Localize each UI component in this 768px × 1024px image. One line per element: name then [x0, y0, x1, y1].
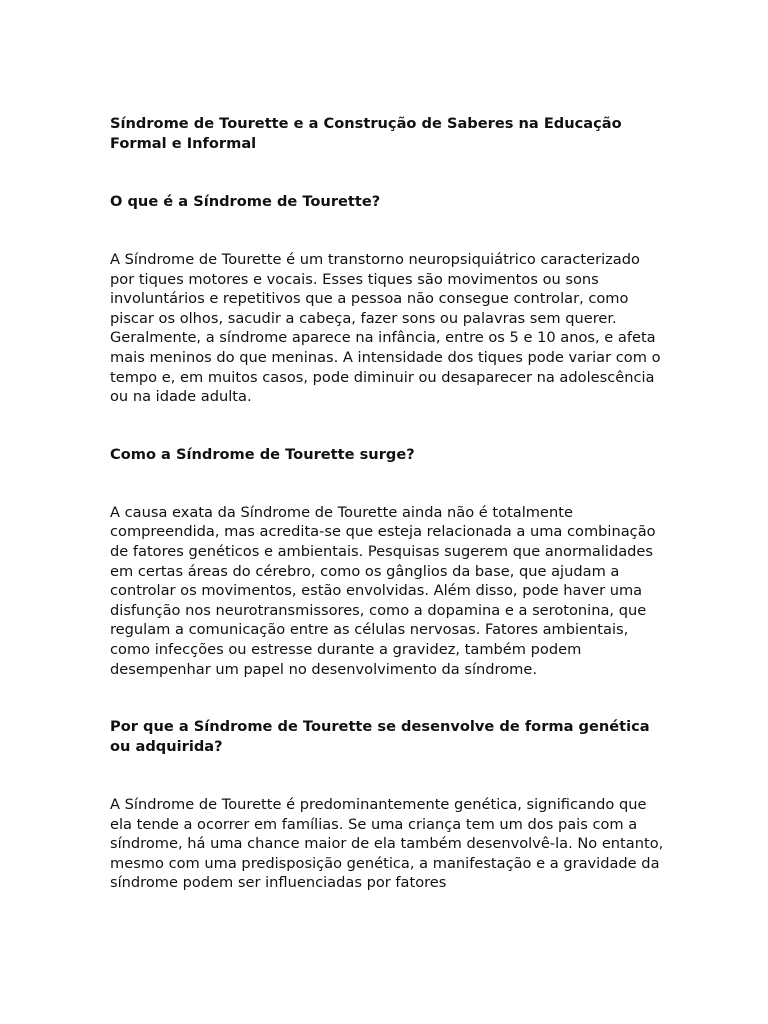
document-page: [110, 114, 666, 931]
section-heading-what-is: O que é a Síndrome de Tourette?: [110, 193, 381, 210]
section-heading-why-genetic: Por que a Síndrome de Tourette se desenvolve de forma genética ou adquirida?: [110, 718, 650, 756]
document-title: Síndrome de Tourette e a Construção de Saberes na Educação Formal e Informal: [110, 115, 622, 152]
section-paragraph-how-arises: A causa exata da Síndrome de Tourette ainda não é totalmente compreendida, mas acredita-se que esteja relacionada a uma combinação de fatores genéticos e ambientais. Pesquisas sugerem que anormalidades em certas áreas do cérebro, como os gânglios da base, que ajudam a controlar os movimentos, estão envolvidas. Além disso, pode haver uma disfunção nos neurotransmissores, como a dopamina e a serotonina, que regulam a comunicação entre as células nervosas. Fatores ambientais, como infecções ou estresse durante a gravidez, também podem desempenhar um papel no desenvolvimento da síndrome.: [110, 503, 656, 678]
section-heading-how-arises: Como a Síndrome de Tourette surge?: [110, 445, 415, 463]
section-paragraph-what-is: A Síndrome de Tourette é um transtorno neuropsiquiátrico caracterizado por tiques motores e vocais. Esses tiques são movimentos ou sons involuntários e repetitivos que a pessoa não consegue controlar, como piscar os olhos, sacudir a cabeça, fazer sons ou palavras sem querer. Geralmente, a síndrome aparece na infância, entre os 5 e 10 anos, e afeta mais meninos do que meninas. A intensidade dos tiques pode variar com o tempo e, em muitos casos, pode diminuir ou desaparecer na adolescência ou na idade adulta.: [110, 251, 661, 406]
section-paragraph-why-genetic: A Síndrome de Tourette é predominantemente genética, significando que ela tende a ocorrer em famílias. Se uma criança tem um dos pais com a síndrome, há uma chance maior de ela também desenvolvê-la. No entanto, mesmo com uma predisposição genética, a manifestação e a gravidade da síndrome podem ser influenciadas por fatores: [110, 796, 664, 892]
